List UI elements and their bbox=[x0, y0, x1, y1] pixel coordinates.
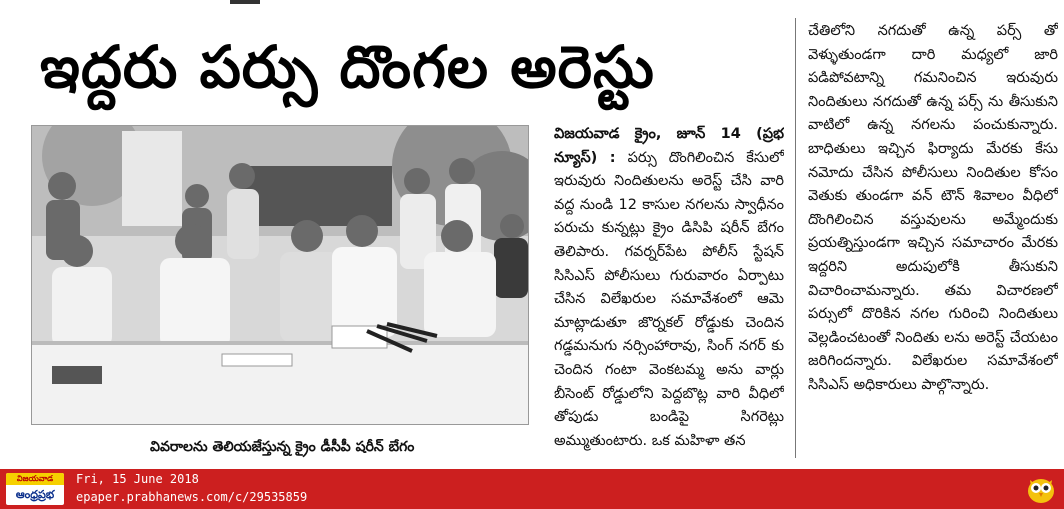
top-rule bbox=[230, 0, 260, 4]
article-body-middle: పర్సు దొంగిలించిన కేసులో ఇరువురు నిందితులను అరెస్ట్ చేసి వారి వద్ద నుండి 12 కాసుల నగలను స్వాధీనం పరుచు కున్నట్లు క్రైం డిసిపి షరీన్ బేగం తెలిపారు. గవర్నర్‌పేట పోలీస్ స్టేషన్ సిసిఎస్ పోలీసులు గురువారం ఏర్పాటు చేసిన విలేఖరుల సమావేశంలో ఆమె మాట్లాడుతూ జొర్నకల్ రోడ్డుకు చెందిన గడ్డమనుగు నర్సింహారావు, సింగ్ నగర్ కు చెందిన గంటా వెంకటమ్మ అను వార్లు బీసెంట్ రోడ్డులోని పెద్దబొట్ల వారి వీధిలో తోపుడు బండిపై సిగరెట్లు అమ్ముతుంటారు. ఒక మహిళా తన bbox=[554, 149, 784, 449]
article-body-right: చేతిలోని నగదుతో ఉన్న పర్స్ తో వెళ్ళుతుండగా దారి మధ్యలో జారి పడిపోవటాన్ని గమనించిన ఇరువురు నిందితులు నగదుతో ఉన్న పర్స్ ను తీసుకుని వాటిలో ఉన్న నగలను పంచుకున్నారు. బాధితులు ఇచ్చిన ఫిర్యాదు మేరకు కేసు నమోదు చేసిన పోలీసులు నిందితుల కోసం వెతుకు తుండగా వన్ టౌన్ శివాలం వీధిలో దొంగిలించిన వస్తువులను అమ్మేందుకు ప్రయత్నిస్తుండగా ఇచ్చిన సమాచారం మేరకు ఇద్దరిని అదుపులోకి తీసుకుని విచారించామన్నారు. తమ విచారణలో పర్సులో దొరికిన నగల గురించి నిందితులు వెల్లడించటంతో నిందితు లను అరెస్ట్ చేయటం జరిగిందన్నారు. విలేఖరుల సమావేశంలో సిసిఎస్ అధికారులు పాల్గొన్నారు. bbox=[808, 23, 1058, 393]
photo-illustration bbox=[32, 126, 528, 424]
edition-date: Fri, 15 June 2018 bbox=[76, 472, 199, 486]
press-meet-photo bbox=[31, 125, 529, 425]
dateline: విజయవాడ క్రైం, జూన్ 14 (ప్రభ న్యూస్) : bbox=[554, 126, 784, 166]
photo-caption: వివరాలను తెలియజేస్తున్న క్రైం డీసీపీ షరీన్ బేగం bbox=[150, 439, 415, 455]
headline: ఇద్దరు పర్సు దొంగల అరెస్టు bbox=[40, 33, 655, 101]
epaper-footer bbox=[0, 469, 1064, 509]
article-column-middle bbox=[554, 123, 784, 463]
epaper-link[interactable]: epaper.prabhanews.com/c/29535859 bbox=[76, 490, 308, 504]
owl-icon[interactable] bbox=[1026, 474, 1056, 504]
logo-edition: విజయవాడ bbox=[6, 473, 64, 485]
article-column-right bbox=[808, 20, 1058, 460]
logo-title: ఆంధ్రప్రభ bbox=[15, 488, 55, 501]
prabha-logo[interactable] bbox=[6, 473, 64, 505]
column-divider bbox=[795, 18, 796, 458]
